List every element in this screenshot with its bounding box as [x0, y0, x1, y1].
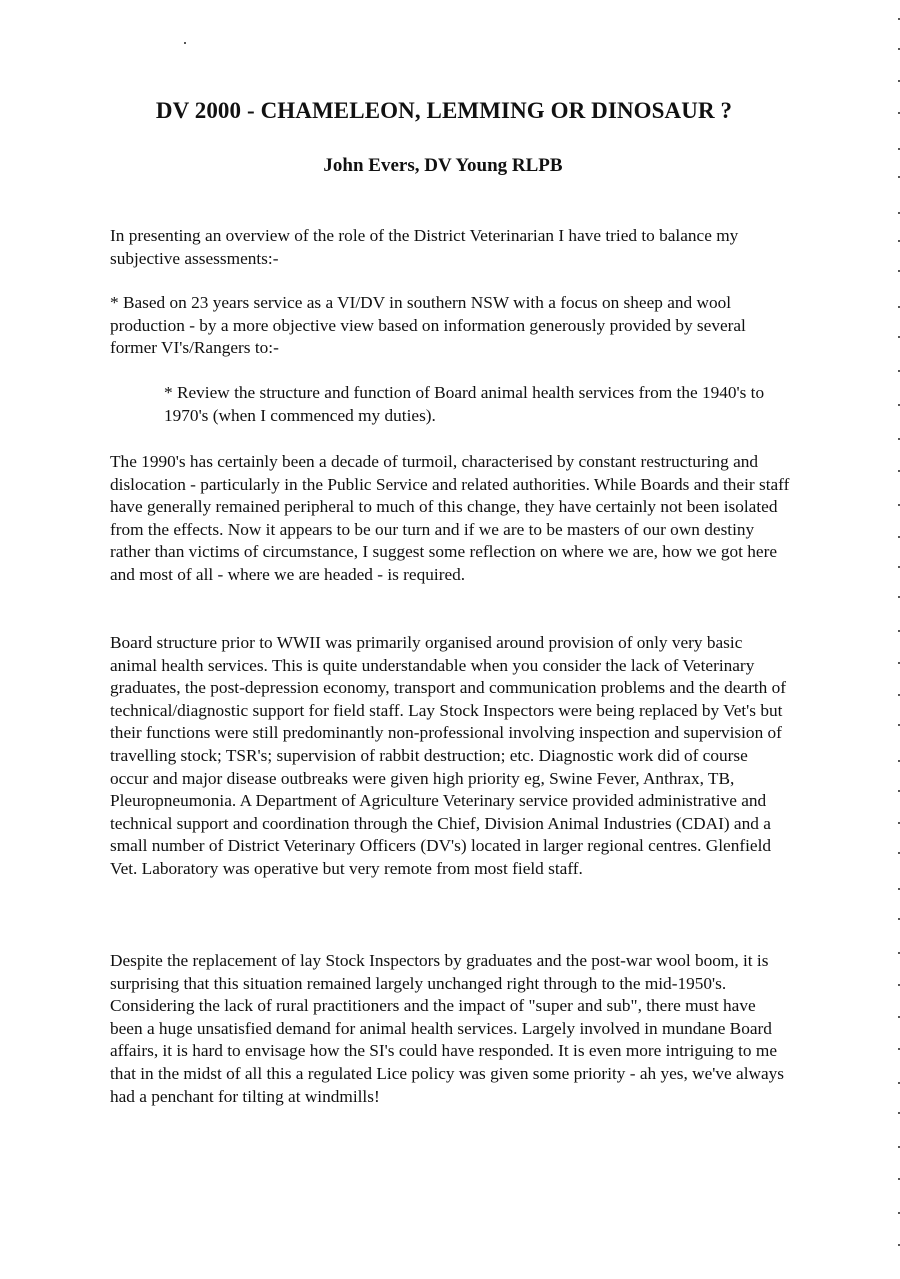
paragraph-board-structure: Board structure prior to WWII was primarily organised around provision of only very basic animal health services. This is quite understandable when you consider the lack of Veterinary graduates, the post-depression economy, transport and communication problems and the dearth of technical/diagnostic support for field staff. Lay Stock Inspectors were being replaced by Vet's but their functions were still predominantly non-professional involving inspection and supervision of travelling stock; TSR's; supervision of rabbit destruction; etc. Diagnostic work did of course occur and major disease outbreaks were given high priority eg, Swine Fever, Anthrax, TB, Pleuropneumonia. A Department of Agriculture Veterinary service provided administrative and technical support and coordination through the Chief, Division Animal Industries (CDAI) and a small number of District Veterinary Officers (DV's) located in larger regional centres. Glenfield Vet. Laboratory was operative but very remote from most field staff.: [110, 633, 787, 878]
paragraph-intro: In presenting an overview of the role of the District Veterinarian I have tried to balance my subjective assessments:-: [110, 226, 739, 268]
paragraph-post-war: Despite the replacement of lay Stock Inspectors by graduates and the post-war wool boom, it is surprising that this situation remained largely unchanged right through to the mid-1950's. Considering the lack of rural practitioners and the impact of "super and sub", there must have been a huge unsatisfied demand for animal health services. Largely involved in mundane Board affairs, it is hard to envisage how the SI's could have responded. It is even more intriguing to me that in the midst of all this a regulated Lice policy was given some priority - ah yes, we've always had a penchant for tilting at windmills!: [110, 951, 785, 1106]
paragraph-bullet-basis: * Based on 23 years service as a VI/DV in southern NSW with a focus on sheep and wool production - by a more objective view based on information generously provided by several former VI's/Rangers to:-: [110, 293, 746, 358]
paragraph-1990s: The 1990's has certainly been a decade of turmoil, characterised by constant restructuring and dislocation - particularly in the Public Service and related authorities. While Boards and their staff have generally remained peripheral to much of this change, they have certainly not been isolated from the effects. Now it appears to be our turn and if we are to be masters of our own destiny rather than victims of circumstance, I suggest some reflection on where we are, how we got here and most of all - where we are headed - is required.: [110, 452, 790, 584]
author-line: John Evers, DV Young RLPB: [323, 155, 563, 176]
document-title: DV 2000 - CHAMELEON, LEMMING OR DINOSAUR ?: [155, 98, 733, 123]
paragraph-sub-bullet-review: * Review the structure and function of Board animal health services from the 1940's to 1970's (when I commenced my duties).: [164, 383, 765, 425]
